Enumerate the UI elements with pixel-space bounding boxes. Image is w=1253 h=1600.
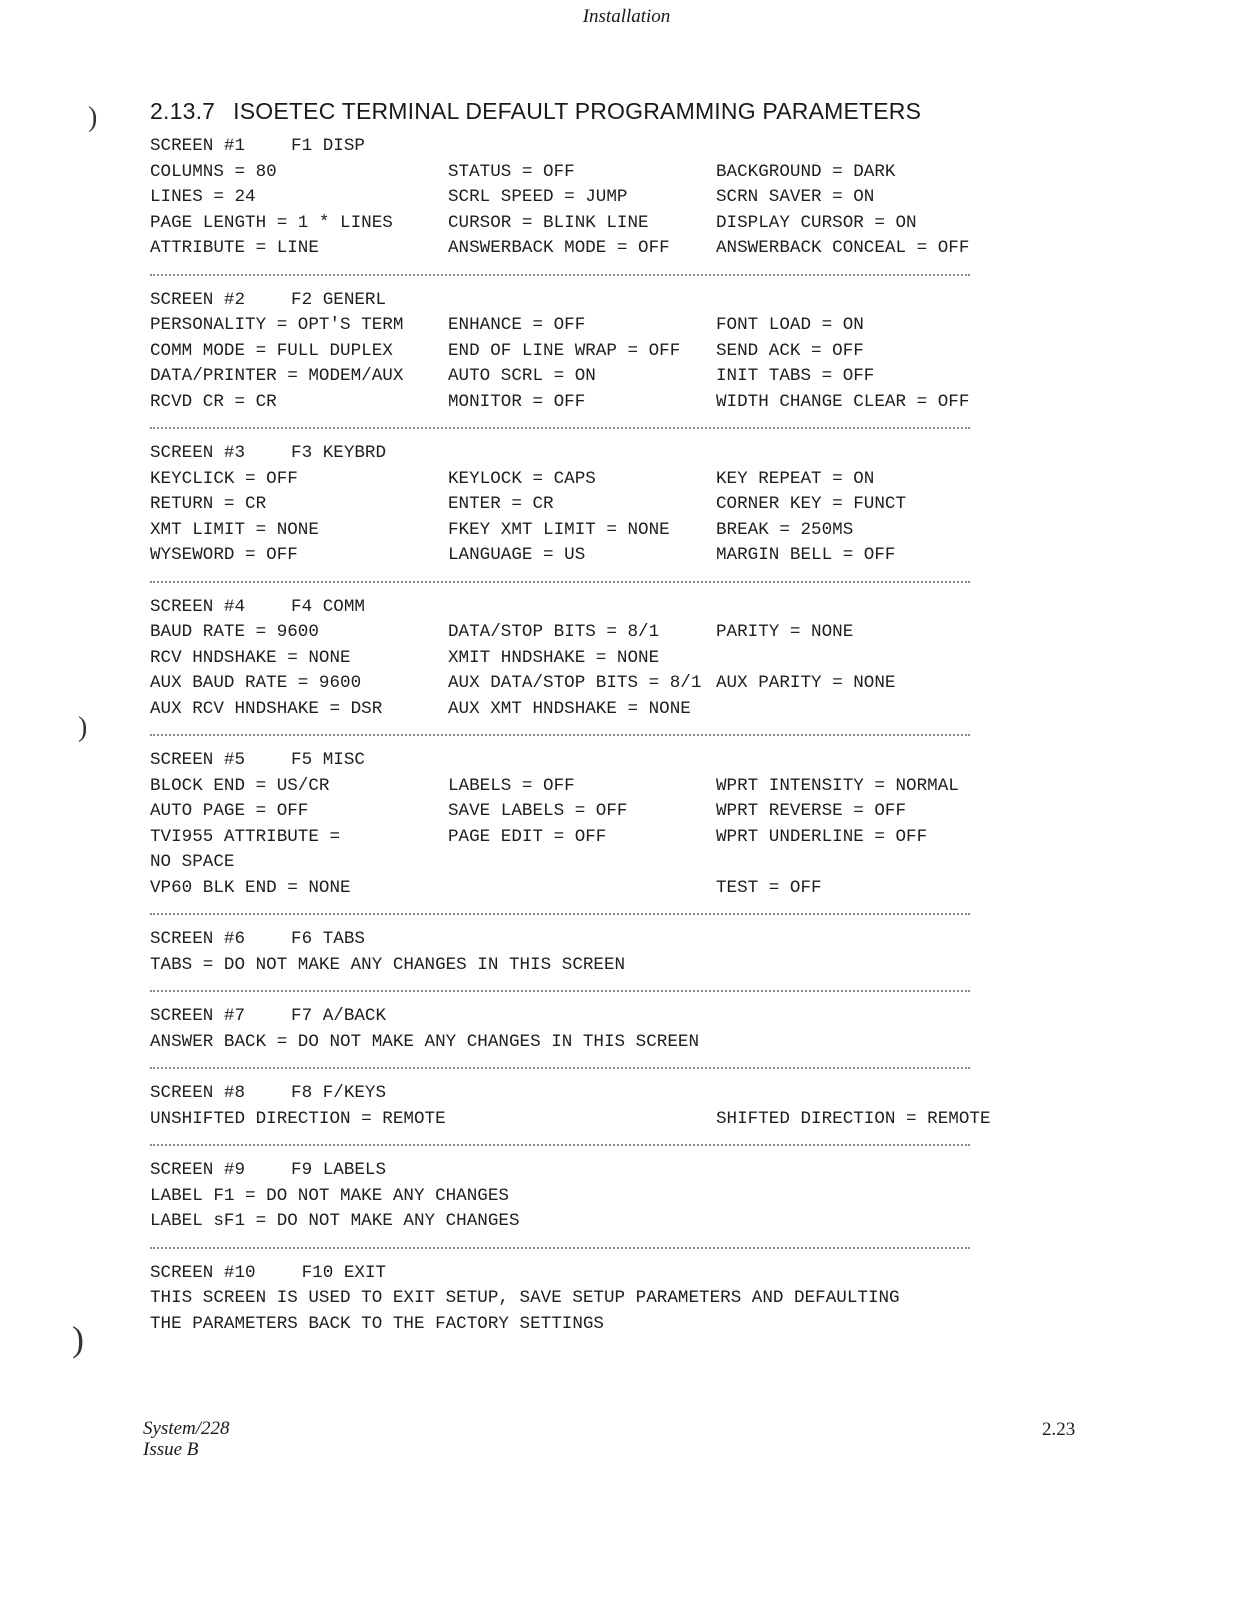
section-title bbox=[150, 98, 921, 125]
parameter-setting: SAVE LABELS = OFF bbox=[448, 801, 628, 821]
parameter-row bbox=[150, 646, 1010, 672]
dotted-rule bbox=[150, 427, 970, 429]
dotted-rule bbox=[150, 1067, 970, 1069]
function-key-label: F3 KEYBRD bbox=[291, 443, 387, 463]
parameter-setting: SCRL SPEED = JUMP bbox=[448, 187, 628, 207]
parameter-row bbox=[150, 799, 1010, 825]
parameter-setting: FONT LOAD = ON bbox=[716, 315, 864, 335]
parameter-row bbox=[150, 620, 1010, 646]
section-title-text: ISOETEC TERMINAL DEFAULT PROGRAMMING PARAMETERS bbox=[233, 98, 922, 124]
parameter-setting: SEND ACK = OFF bbox=[716, 340, 864, 361]
parameter-setting: DATA/PRINTER = MODEM/AUX bbox=[150, 366, 404, 386]
parameter-setting: CURSOR = BLINK LINE bbox=[448, 212, 649, 233]
parameter-setting: VP60 BLK END = NONE bbox=[150, 877, 351, 898]
parameter-setting: SCRN SAVER = ON bbox=[716, 187, 875, 207]
parameter-setting: PARITY = NONE bbox=[716, 622, 854, 642]
function-key-label: F6 TABS bbox=[291, 929, 365, 949]
screen-header bbox=[150, 1004, 1010, 1030]
parameter-setting: DATA/STOP BITS = 8/1 bbox=[448, 622, 660, 642]
screen-label: SCREEN #9 bbox=[150, 1160, 246, 1180]
dotted-separator bbox=[150, 569, 1010, 595]
screen-label: SCREEN #3 bbox=[150, 443, 246, 463]
footer-system: System/228 bbox=[143, 1418, 230, 1439]
screen-header bbox=[150, 134, 1010, 160]
parameter-setting: WIDTH CHANGE CLEAR = OFF bbox=[716, 391, 970, 412]
dotted-rule bbox=[150, 1144, 970, 1146]
function-key-label: F9 LABELS bbox=[291, 1160, 387, 1180]
screen-header bbox=[150, 1261, 1010, 1287]
parameter-setting: AUTO PAGE = OFF bbox=[150, 801, 309, 821]
screen-label: SCREEN #7 bbox=[150, 1006, 246, 1026]
parameter-setting: LABELS = OFF bbox=[448, 775, 575, 796]
parameter-row bbox=[150, 185, 1010, 211]
margin-mark: ) bbox=[78, 712, 88, 743]
parameter-line: THE PARAMETERS BACK TO THE FACTORY SETTINGS bbox=[150, 1313, 604, 1334]
screen-label: SCREEN #1 bbox=[150, 136, 246, 156]
parameter-row bbox=[150, 390, 1010, 416]
parameter-setting: ATTRIBUTE = LINE bbox=[150, 238, 319, 258]
parameter-setting: RCV HNDSHAKE = NONE bbox=[150, 647, 351, 668]
screen-label: SCREEN #5 bbox=[150, 750, 246, 770]
parameter-line: LABEL F1 = DO NOT MAKE ANY CHANGES bbox=[150, 1185, 509, 1206]
screen-label: SCREEN #6 bbox=[150, 929, 246, 949]
parameter-setting: UNSHIFTED DIRECTION = REMOTE bbox=[150, 1108, 446, 1129]
screen-header bbox=[150, 748, 1010, 774]
parameter-setting: WPRT REVERSE = OFF bbox=[716, 801, 907, 821]
section-number: 2.13.7 bbox=[150, 98, 216, 124]
dotted-rule bbox=[150, 734, 970, 736]
parameter-setting: XMIT HNDSHAKE = NONE bbox=[448, 647, 660, 668]
footer-left bbox=[143, 1418, 230, 1460]
parameter-setting: DISPLAY CURSOR = ON bbox=[716, 212, 917, 233]
dotted-separator bbox=[150, 1235, 1010, 1261]
parameter-setting: PAGE LENGTH = 1 * LINES bbox=[150, 212, 393, 233]
parameter-line: ANSWER BACK = DO NOT MAKE ANY CHANGES IN THIS SCREEN bbox=[150, 1031, 700, 1052]
parameter-setting bbox=[448, 876, 716, 902]
parameter-setting bbox=[716, 697, 1010, 723]
dotted-separator bbox=[150, 262, 1010, 288]
function-key-label: F4 COMM bbox=[291, 596, 365, 617]
dotted-separator bbox=[150, 415, 1010, 441]
parameter-setting: MONITOR = OFF bbox=[448, 391, 586, 412]
margin-mark: ) bbox=[72, 1319, 84, 1359]
parameter-setting: RETURN = CR bbox=[150, 494, 267, 514]
dotted-rule bbox=[150, 1247, 970, 1249]
parameter-setting: ENHANCE = OFF bbox=[448, 315, 586, 335]
parameter-setting: RCVD CR = CR bbox=[150, 391, 277, 412]
parameter-setting: COMM MODE = FULL DUPLEX bbox=[150, 340, 393, 361]
parameter-row bbox=[150, 671, 1010, 697]
page-number: 2.23 bbox=[1042, 1419, 1076, 1440]
parameter-setting: KEYLOCK = CAPS bbox=[448, 468, 596, 489]
parameter-row bbox=[150, 467, 1010, 493]
screen-header bbox=[150, 288, 1010, 314]
parameter-setting: PAGE EDIT = OFF bbox=[448, 826, 607, 847]
dotted-separator bbox=[150, 722, 1010, 748]
parameter-setting: BAUD RATE = 9600 bbox=[150, 622, 319, 642]
parameter-setting: TEST = OFF bbox=[716, 877, 822, 898]
parameter-row bbox=[150, 364, 1010, 390]
parameter-setting: WPRT INTENSITY = NORMAL bbox=[716, 775, 959, 796]
parameter-listing bbox=[150, 134, 1010, 1337]
parameter-setting: AUX DATA/STOP BITS = 8/1 bbox=[448, 673, 702, 693]
parameter-setting: STATUS = OFF bbox=[448, 161, 575, 182]
dotted-separator bbox=[150, 1132, 1010, 1158]
screen-header bbox=[150, 1081, 1010, 1107]
parameter-row bbox=[150, 236, 1010, 262]
parameter-line: THIS SCREEN IS USED TO EXIT SETUP, SAVE SETUP PARAMETERS AND DEFAULTING bbox=[150, 1288, 900, 1308]
screen-header bbox=[150, 1158, 1010, 1184]
parameter-setting: INIT TABS = OFF bbox=[716, 366, 875, 386]
dotted-rule bbox=[150, 913, 970, 915]
dotted-separator bbox=[150, 978, 1010, 1004]
parameter-setting: COLUMNS = 80 bbox=[150, 161, 277, 182]
parameter-setting: FKEY XMT LIMIT = NONE bbox=[448, 519, 670, 540]
parameter-setting: PERSONALITY = OPT'S TERM bbox=[150, 315, 404, 335]
screen-header bbox=[150, 595, 1010, 621]
parameter-setting: AUX RCV HNDSHAKE = DSR bbox=[150, 698, 383, 719]
parameter-setting: AUX BAUD RATE = 9600 bbox=[150, 673, 362, 693]
footer-issue: Issue B bbox=[143, 1439, 199, 1460]
screen-label: SCREEN #10 bbox=[150, 1262, 256, 1283]
parameter-setting bbox=[448, 1107, 716, 1133]
dotted-separator bbox=[150, 901, 1010, 927]
parameter-setting: LANGUAGE = US bbox=[448, 545, 586, 565]
parameter-row bbox=[150, 543, 1010, 569]
parameter-row bbox=[150, 1107, 1010, 1133]
parameter-row bbox=[150, 211, 1010, 237]
parameter-row bbox=[150, 825, 1010, 851]
parameter-setting bbox=[448, 850, 716, 876]
parameter-line: TABS = DO NOT MAKE ANY CHANGES IN THIS SCREEN bbox=[150, 954, 626, 975]
function-key-label: F7 A/BACK bbox=[291, 1006, 387, 1026]
parameter-setting: LINES = 24 bbox=[150, 187, 256, 207]
parameter-row bbox=[150, 697, 1010, 723]
dotted-rule bbox=[150, 581, 970, 583]
screen-header bbox=[150, 441, 1010, 467]
parameter-setting bbox=[716, 850, 1010, 876]
screen-label: SCREEN #2 bbox=[150, 289, 246, 310]
parameter-setting: KEY REPEAT = ON bbox=[716, 468, 875, 489]
parameter-setting: BLOCK END = US/CR bbox=[150, 775, 330, 796]
parameter-row bbox=[150, 339, 1010, 365]
function-key-label: F10 EXIT bbox=[301, 1262, 387, 1283]
parameter-setting: BREAK = 250MS bbox=[716, 519, 854, 540]
screen-header bbox=[150, 927, 1010, 953]
dotted-rule bbox=[150, 990, 970, 992]
parameter-row bbox=[150, 492, 1010, 518]
running-head: Installation bbox=[582, 6, 671, 27]
parameter-setting: MARGIN BELL = OFF bbox=[716, 545, 896, 565]
parameter-setting: BACKGROUND = DARK bbox=[716, 161, 896, 182]
parameter-setting: AUX XMT HNDSHAKE = NONE bbox=[448, 698, 691, 719]
parameter-setting: CORNER KEY = FUNCT bbox=[716, 494, 907, 514]
parameter-setting: KEYCLICK = OFF bbox=[150, 468, 298, 489]
parameter-row bbox=[150, 313, 1010, 339]
parameter-setting: AUTO SCRL = ON bbox=[448, 366, 596, 386]
parameter-row bbox=[150, 876, 1010, 902]
margin-mark: ) bbox=[88, 102, 98, 133]
parameter-setting: XMT LIMIT = NONE bbox=[150, 519, 319, 540]
parameter-line: LABEL sF1 = DO NOT MAKE ANY CHANGES bbox=[150, 1211, 520, 1231]
parameter-setting: AUX PARITY = NONE bbox=[716, 673, 896, 693]
parameter-setting: SHIFTED DIRECTION = REMOTE bbox=[716, 1108, 991, 1129]
function-key-label: F2 GENERL bbox=[291, 289, 387, 310]
parameter-setting: WYSEWORD = OFF bbox=[150, 545, 298, 565]
parameter-setting: WPRT UNDERLINE = OFF bbox=[716, 826, 928, 847]
parameter-setting: ENTER = CR bbox=[448, 494, 554, 514]
parameter-row bbox=[150, 774, 1010, 800]
parameter-setting: END OF LINE WRAP = OFF bbox=[448, 340, 681, 361]
function-key-label: F5 MISC bbox=[291, 750, 365, 770]
dotted-rule bbox=[150, 274, 970, 276]
parameter-row bbox=[150, 850, 1010, 876]
function-key-label: F8 F/KEYS bbox=[291, 1083, 387, 1103]
screen-label: SCREEN #8 bbox=[150, 1083, 246, 1103]
parameter-setting: TVI955 ATTRIBUTE = bbox=[150, 826, 341, 847]
function-key-label: F1 DISP bbox=[291, 136, 365, 156]
screen-label: SCREEN #4 bbox=[150, 596, 246, 617]
parameter-setting: ANSWERBACK MODE = OFF bbox=[448, 238, 670, 258]
dotted-separator bbox=[150, 1055, 1010, 1081]
parameter-row bbox=[150, 160, 1010, 186]
parameter-row bbox=[150, 518, 1010, 544]
parameter-setting bbox=[716, 646, 1010, 672]
parameter-setting: NO SPACE bbox=[150, 852, 235, 872]
parameter-setting: ANSWERBACK CONCEAL = OFF bbox=[716, 238, 970, 258]
